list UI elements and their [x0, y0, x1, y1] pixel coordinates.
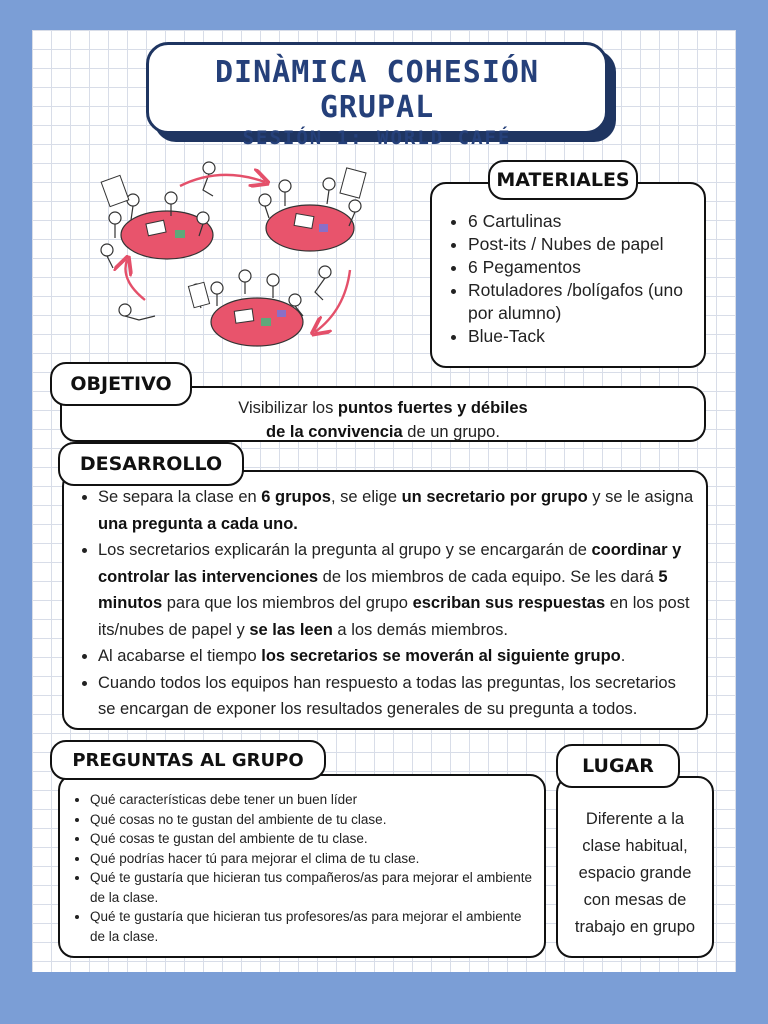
desarrollo-item: • Se separa la clase en 6 grupos, se elige un secretario por grupo y se le asigna una pregunta a cada uno. [98, 484, 694, 537]
materiales-item: • 6 Pegamentos [468, 256, 696, 279]
materiales-item: • Post-its / Nubes de papel [468, 233, 696, 256]
title-subtitle: SESIÓN 1: WORLD CAFÉ [242, 127, 512, 149]
materiales-panel [430, 182, 706, 368]
materiales-list [468, 210, 696, 348]
lugar-panel [556, 776, 714, 958]
desarrollo-heading: DESARROLLO [58, 442, 244, 486]
preguntas-list [90, 790, 534, 946]
preguntas-item: • Qué características debe tener un buen líder [90, 790, 534, 810]
objetivo-text: Visibilizar los puntos fuertes y débiles de la convivencia de un grupo. [238, 399, 528, 441]
lugar-text: Diferente a la clase habitual, espacio grande con mesas de trabajo en grupo [574, 810, 696, 936]
materiales-item: • 6 Cartulinas [468, 210, 696, 233]
arrow-top [180, 175, 265, 186]
preguntas-item: • Qué cosas no te gustan del ambiente de tu clase. [90, 810, 534, 830]
preguntas-item: • Qué cosas te gustan del ambiente de tu clase. [90, 829, 534, 849]
title-banner [146, 42, 608, 149]
arrow-right [315, 270, 350, 332]
table-bottom [211, 298, 303, 346]
materiales-item: • Rotuladores /bolígafos (uno por alumno) [468, 279, 696, 325]
desarrollo-item: • Cuando todos los equipos han respuesto a todas las preguntas, los secretarios se encargan de exponer los resultados generales de su pregunta a todos. [98, 670, 694, 723]
materiales-item: • Blue-Tack [468, 325, 696, 348]
preguntas-item: • Qué te gustaría que hicieran tus compañeros/as para mejorar el ambiente de la clase. [90, 868, 534, 907]
desarrollo-panel [62, 470, 708, 730]
arrow-left [125, 260, 145, 300]
preguntas-item: • Qué te gustaría que hicieran tus profesores/as para mejorar el ambiente de la clase. [90, 907, 534, 946]
desarrollo-item: • Al acabarse el tiempo los secretarios se moverán al siguiente grupo. [98, 643, 694, 670]
preguntas-item: • Qué podrías hacer tú para mejorar el clima de tu clase. [90, 849, 534, 869]
materiales-heading: MATERIALES [488, 160, 638, 200]
objetivo-heading: OBJETIVO [50, 362, 192, 406]
title-main: DINÀMICA COHESIÓN GRUPAL [214, 55, 540, 125]
desarrollo-list [98, 484, 694, 723]
preguntas-heading: PREGUNTAS AL GRUPO [50, 740, 326, 780]
lugar-heading: LUGAR [556, 744, 680, 788]
world-cafe-illustration [85, 160, 405, 370]
preguntas-panel [58, 774, 546, 958]
desarrollo-item: • Los secretarios explicarán la pregunta al grupo y se encargarán de coordinar y controlar las intervenciones de los miembros de cada equipo. Se les dará 5 minutos para que los miembros del grupo escriban sus respuestas en los post its/nubes de papel y se las leen a los demás miembros. [98, 537, 694, 643]
